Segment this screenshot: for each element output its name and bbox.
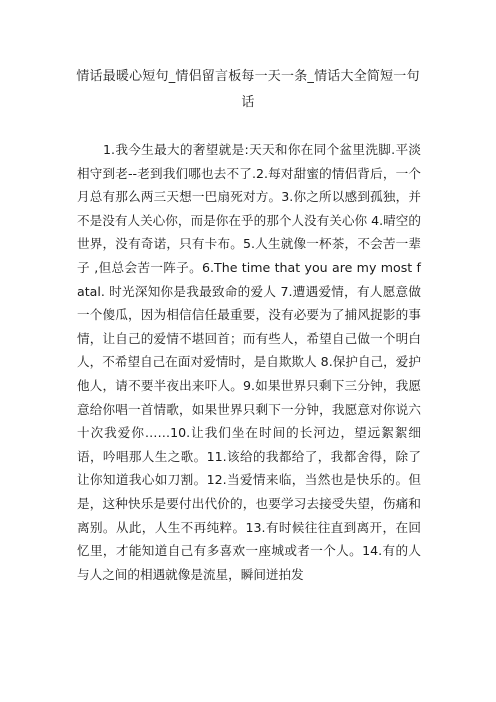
document-body-paragraph: 1.我今生最大的奢望就是:天天和你在同个盆里洗脚.平淡相守到老--老到我们哪也去不了.2.每对甜蜜的情侣背后，一个月总有那么两三天想一巴扇死对方。3.你之所以感到孤独，并不是没有人关心你，而是你在乎的那个人没有关心你 4.晴空的世界，没有奇诺，只有卡布。5.人生就像一杯茶，不会苦一辈子 ,但总会苦一阵子。6.The time that you are my most fatal. 时光深知你是我最致命的爱人 7.遭遇爱情，有人愿意做一个傻瓜，因为相信信任最重要，没有必要为了捕风捉影的事情，让自己的爱情不堪回首；而有些人，希望自己做一个明白人，不希望自己在面对爱情时，是自欺欺人 8.保护自己，爱护他人，请不要半夜出来吓人。9.如果世界只剩下三分钟，我愿意给你唱一首情歌，如果世界只剩下一分钟，我愿意对你说六十次我爱你……10.让我们坐在时间的长河边，望远絮絮细语，吟唱那人生之歌。11.该给的我都给了，我都舍得，除了让你知道我心如刀割。12.当爱情来临，当然也是快乐的。但是，这种快乐是要付出代价的，也要学习去接受失望，伤痛和离别。从此，人生不再纯粹。13.有时候往往直到离开，在回忆里，才能知道自己有多喜欢一座城或者一个人。14.有的人与人之间的相遇就像是流星，瞬间迸拍发: [77, 142, 421, 582]
document-title: 情话最暖心短句_情侣留言板每一天一条_情话大全简短一句话: [76, 69, 420, 110]
